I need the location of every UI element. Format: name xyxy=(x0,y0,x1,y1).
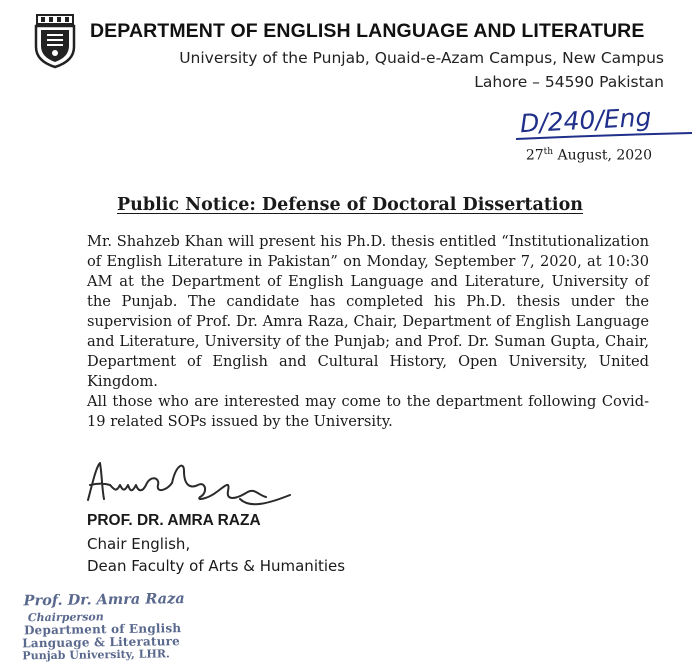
department-title: DEPARTMENT OF ENGLISH LANGUAGE AND LITERATURE xyxy=(90,20,645,42)
reference-text: D/240/Eng xyxy=(519,102,652,139)
notice-title: Public Notice: Defense of Doctoral Dissertation xyxy=(117,195,583,215)
stamp-name: Prof. Dr. Amra Raza xyxy=(23,590,185,610)
handwritten-signature xyxy=(80,455,300,515)
stamp-title: Chairperson xyxy=(27,610,104,625)
notice-date: 27th August, 2020 xyxy=(525,147,652,164)
official-stamp xyxy=(19,590,220,667)
notice-paragraph-2: All those who are interested may come to the department following Covid-19 related SOPs issued by the University. xyxy=(87,393,649,430)
signatory-role-1: Chair English, xyxy=(87,535,191,553)
stamp-department: Department of English xyxy=(23,621,182,638)
notice-paragraph-1: Mr. Shahzeb Khan will present his Ph.D. thesis entitled “Institutionalization of English Literature in Pakistan” on Monday, September 7, 2020, at 10:30 AM at the Department of English Language and Literature, University of the Punjab. The candidate has completed his Ph.D. thesis under the supervision of Prof. Dr. Amra Raza, Chair, Department of English Language and Literature, University of the Punjab; and Prof. Dr. Suman Gupta, Chair, Department of English and Cultural History, Open University, United Kingdom. xyxy=(87,233,649,390)
signatory-role-2: Dean Faculty of Arts & Humanities xyxy=(87,557,346,575)
stamp-subject: Language & Literature xyxy=(22,634,181,651)
stamp-university: Punjab University, LHR. xyxy=(22,647,170,663)
notice-body xyxy=(87,232,649,432)
signatory-name: PROF. DR. AMRA RAZA xyxy=(87,512,261,529)
handwritten-reference-number xyxy=(512,95,700,145)
address-line-2: Lahore – 54590 Pakistan xyxy=(474,73,664,91)
address-line-1: University of the Punjab, Quaid-e-Azam Campus, New Campus xyxy=(179,49,664,67)
